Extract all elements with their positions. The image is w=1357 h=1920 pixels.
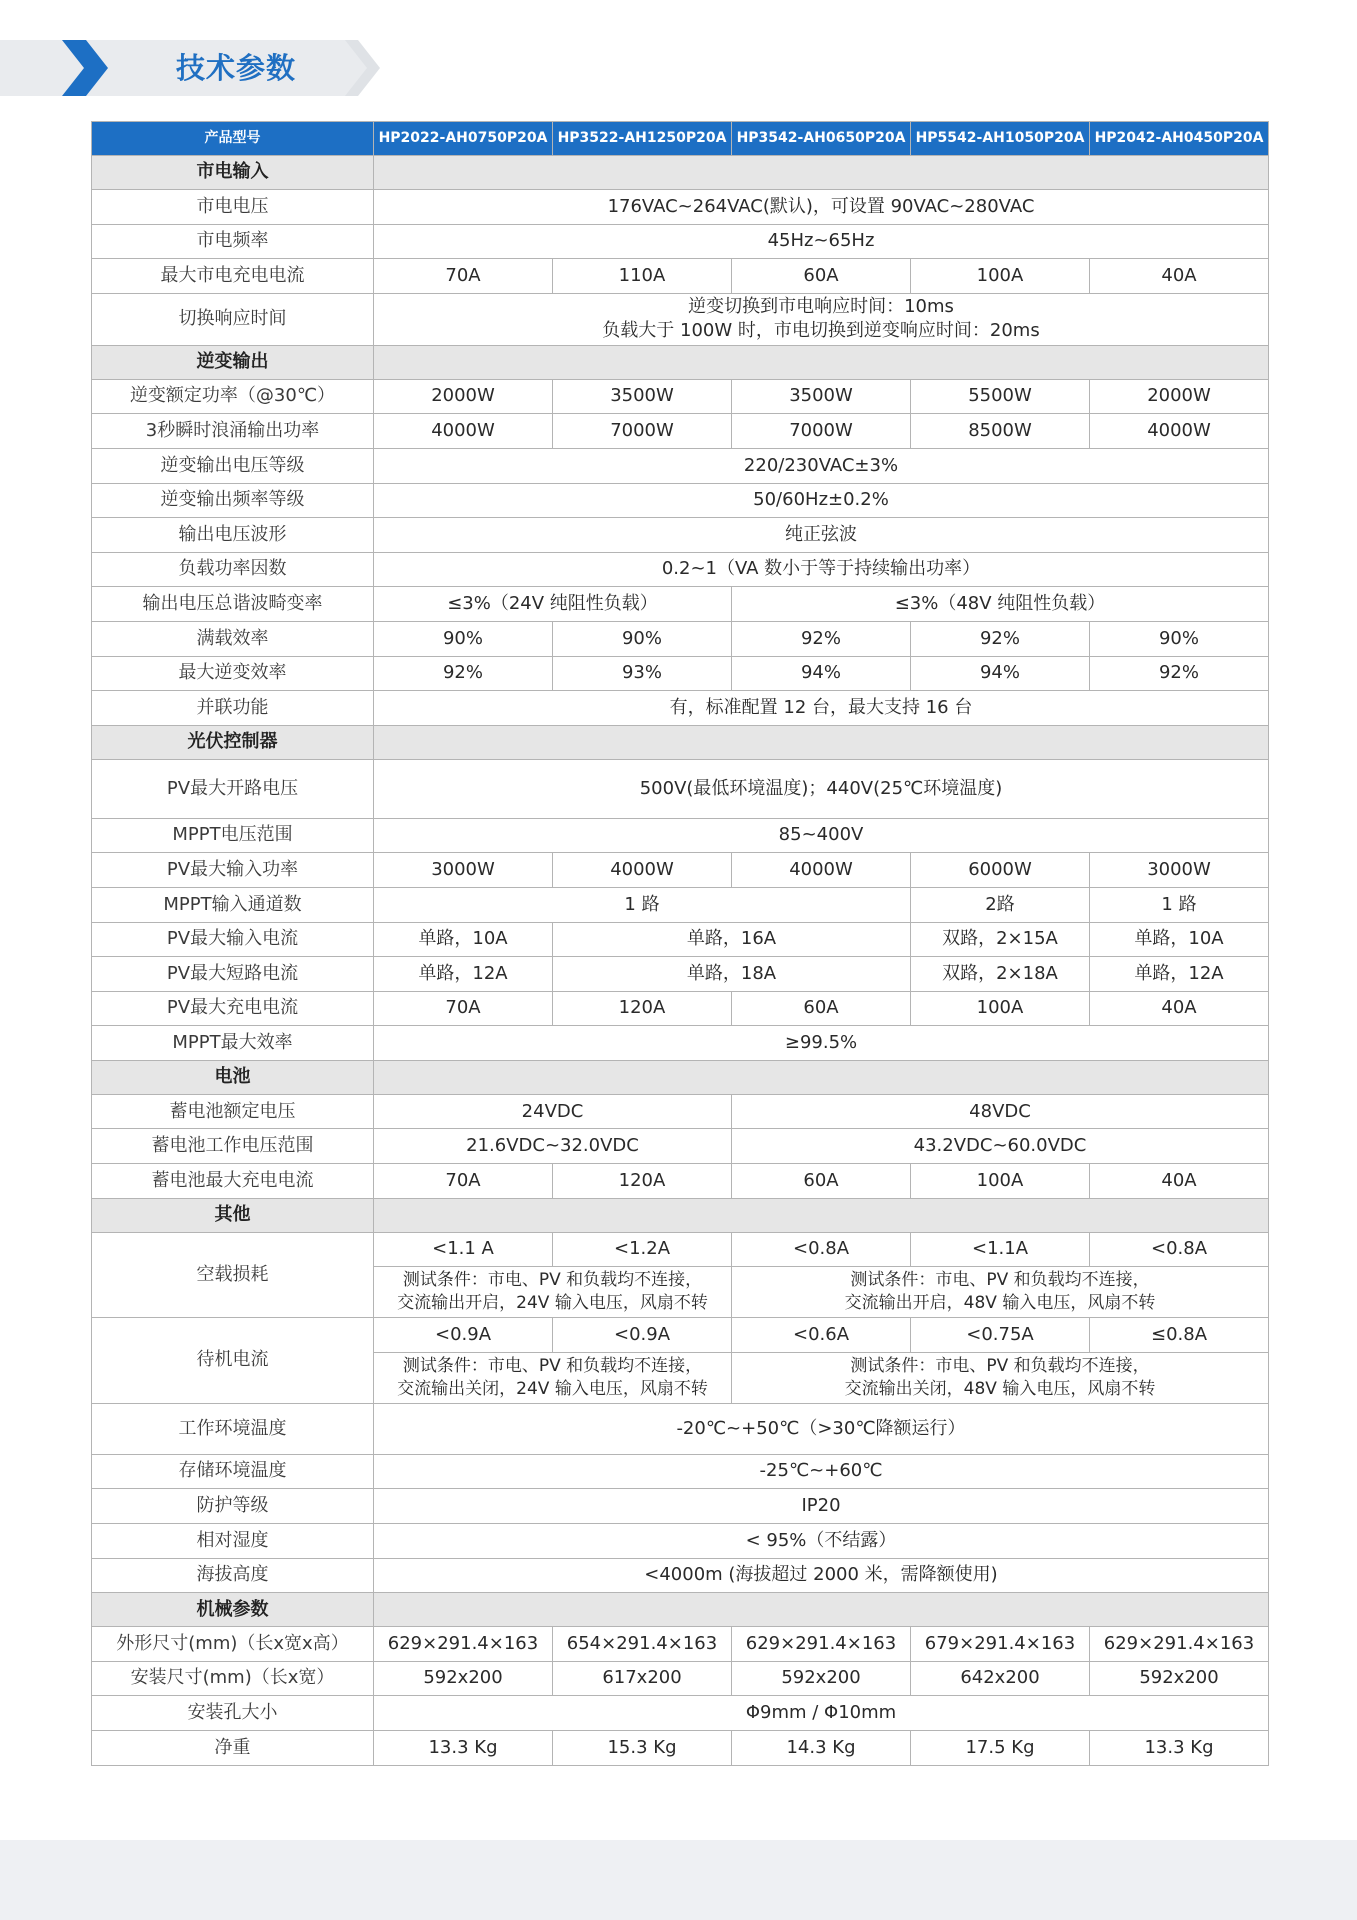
- cell-value: 85~400V: [374, 818, 1269, 853]
- table-row: [92, 1558, 1269, 1593]
- cell-value: 双路，2×18A: [911, 957, 1090, 992]
- table-row: [92, 759, 1269, 818]
- cell-value: 90%: [374, 621, 553, 656]
- cell-value: 94%: [732, 656, 911, 691]
- cell-value: 120A: [553, 991, 732, 1026]
- cell-value: -25℃~+60℃: [374, 1454, 1269, 1489]
- cell-value: 3500W: [553, 379, 732, 414]
- row-label: 并联功能: [92, 691, 374, 726]
- column-header: HP2022-AH0750P20A: [374, 122, 553, 156]
- table-row: [92, 1232, 1269, 1267]
- row-label: 海拔高度: [92, 1558, 374, 1593]
- cell-value: 500V(最低环境温度)；440V(25℃环境温度): [374, 759, 1269, 818]
- row-label: 防护等级: [92, 1489, 374, 1524]
- cell-value: 92%: [1090, 656, 1269, 691]
- column-header: HP3542-AH0650P20A: [732, 122, 911, 156]
- cell-value: 6000W: [911, 853, 1090, 888]
- table-row: [92, 1164, 1269, 1199]
- cell-value: 单路，10A: [374, 922, 553, 957]
- cell-value: 21.6VDC~32.0VDC: [374, 1129, 732, 1164]
- cell-value: 43.2VDC~60.0VDC: [732, 1129, 1269, 1164]
- cell-value: ≤3%（48V 纯阻性负载）: [732, 587, 1269, 622]
- cell-value: 0.2~1（VA 数小于等于持续输出功率）: [374, 552, 1269, 587]
- cell-value: 1 路: [1090, 887, 1269, 922]
- cell-value: <1.2A: [553, 1232, 732, 1267]
- cell-value: Φ9mm / Φ10mm: [374, 1696, 1269, 1731]
- row-label: 净重: [92, 1731, 374, 1766]
- row-label: MPPT最大效率: [92, 1026, 374, 1061]
- row-label: 存储环境温度: [92, 1454, 374, 1489]
- table-row: [92, 1627, 1269, 1662]
- note-line: 测试条件：市电、PV 和负载均不连接，: [402, 1355, 703, 1376]
- table-row: [92, 1489, 1269, 1524]
- cell-value: <0.9A: [553, 1318, 732, 1353]
- cell-value: 单路，12A: [374, 957, 553, 992]
- table-row: [92, 1731, 1269, 1766]
- note-line: 测试条件：市电、PV 和负载均不连接，: [850, 1355, 1150, 1376]
- column-header: HP2042-AH0450P20A: [1090, 122, 1269, 156]
- cell-value: 双路，2×15A: [911, 922, 1090, 957]
- spec-table: [91, 121, 1269, 1766]
- cell-value: 14.3 Kg: [732, 1731, 911, 1766]
- cell-value: 100A: [911, 991, 1090, 1026]
- section-title: 机械参数: [92, 1593, 374, 1627]
- cell-value: <0.6A: [732, 1318, 911, 1353]
- cell-value: 4000W: [732, 853, 911, 888]
- cell-value: 93%: [553, 656, 732, 691]
- cell-value: 110A: [553, 259, 732, 294]
- table-row: [92, 656, 1269, 691]
- row-label: 市电电压: [92, 190, 374, 225]
- row-label: 最大逆变效率: [92, 656, 374, 691]
- cell-line: 逆变切换到市电响应时间：10ms: [688, 295, 954, 317]
- cell-value: 有，标准配置 12 台，最大支持 16 台: [374, 691, 1269, 726]
- row-label: 负载功率因数: [92, 552, 374, 587]
- cell-value: 单路，10A: [1090, 922, 1269, 957]
- table-header-row: [92, 122, 1269, 156]
- table-row: [92, 190, 1269, 225]
- cell-value: ≤3%（24V 纯阻性负载）: [374, 587, 732, 622]
- row-label: 外形尺寸(mm)（长x宽x高）: [92, 1627, 374, 1662]
- cell-value: 3000W: [1090, 853, 1269, 888]
- row-label: 3秒瞬时浪涌输出功率: [92, 414, 374, 449]
- footer-band: [0, 1840, 1357, 1920]
- row-label: 空载损耗: [92, 1232, 374, 1318]
- cell-value: 7000W: [732, 414, 911, 449]
- cell-value: 40A: [1090, 1164, 1269, 1199]
- row-label: 安装孔大小: [92, 1696, 374, 1731]
- cell-value: 纯正弦波: [374, 518, 1269, 553]
- row-label: PV最大短路电流: [92, 957, 374, 992]
- section-title: 逆变输出: [92, 345, 374, 379]
- test-condition-note: [732, 1352, 1269, 1403]
- row-label: 逆变输出电压等级: [92, 448, 374, 483]
- row-label: PV最大充电电流: [92, 991, 374, 1026]
- cell-value: 7000W: [553, 414, 732, 449]
- section-title: 光伏控制器: [92, 725, 374, 759]
- row-label: 蓄电池额定电压: [92, 1094, 374, 1129]
- note-line: 测试条件：市电、PV 和负载均不连接，: [402, 1270, 703, 1291]
- row-label: MPPT电压范围: [92, 818, 374, 853]
- table-row: [92, 259, 1269, 294]
- cell-value: 92%: [911, 621, 1090, 656]
- row-label: 输出电压总谐波畸变率: [92, 587, 374, 622]
- cell-value: 60A: [732, 1164, 911, 1199]
- row-label: 输出电压波形: [92, 518, 374, 553]
- test-condition-note: [374, 1352, 732, 1403]
- cell-value: 592x200: [1090, 1661, 1269, 1696]
- table-row: [92, 1094, 1269, 1129]
- cell-value: 92%: [374, 656, 553, 691]
- cell-value: 40A: [1090, 991, 1269, 1026]
- table-row: [92, 1318, 1269, 1353]
- cell-value: 24VDC: [374, 1094, 732, 1129]
- test-condition-note: [732, 1267, 1269, 1318]
- row-label: MPPT输入通道数: [92, 887, 374, 922]
- row-label: PV最大输入电流: [92, 922, 374, 957]
- cell-value: 90%: [1090, 621, 1269, 656]
- table-row: [92, 293, 1269, 345]
- cell-value: 1 路: [374, 887, 911, 922]
- column-header: HP5542-AH1050P20A: [911, 122, 1090, 156]
- note-line: 交流输出开启，24V 输入电压，风扇不转: [397, 1293, 708, 1314]
- cell-value: 70A: [374, 991, 553, 1026]
- table-row: [92, 448, 1269, 483]
- row-label: PV最大开路电压: [92, 759, 374, 818]
- cell-value: 90%: [553, 621, 732, 656]
- cell-value: 8500W: [911, 414, 1090, 449]
- cell-value: 70A: [374, 1164, 553, 1199]
- cell-value: 100A: [911, 259, 1090, 294]
- row-label: 满载效率: [92, 621, 374, 656]
- cell-value: <4000m (海拔超过 2000 米，需降额使用): [374, 1558, 1269, 1593]
- section-title: 其他: [92, 1198, 374, 1232]
- table-row: [92, 957, 1269, 992]
- table-row: [92, 1524, 1269, 1559]
- cell-value: <0.75A: [911, 1318, 1090, 1353]
- row-label: 最大市电充电电流: [92, 259, 374, 294]
- table-row: [92, 587, 1269, 622]
- row-label: 蓄电池最大充电电流: [92, 1164, 374, 1199]
- section-title: 市电输入: [92, 156, 374, 190]
- cell-value: 94%: [911, 656, 1090, 691]
- section-title: 电池: [92, 1060, 374, 1094]
- cell-value: 60A: [732, 259, 911, 294]
- cell-value: 13.3 Kg: [1090, 1731, 1269, 1766]
- cell-value: <1.1A: [911, 1232, 1090, 1267]
- cell-value: 60A: [732, 991, 911, 1026]
- row-label: PV最大输入功率: [92, 853, 374, 888]
- row-label: 工作环境温度: [92, 1403, 374, 1454]
- table-row: [92, 552, 1269, 587]
- table-row: [92, 518, 1269, 553]
- row-label: 待机电流: [92, 1318, 374, 1404]
- table-row: [92, 483, 1269, 518]
- table-row: [92, 853, 1269, 888]
- note-line: 交流输出关闭，48V 输入电压，风扇不转: [844, 1378, 1156, 1399]
- cell-value: 2000W: [1090, 379, 1269, 414]
- cell-value: 176VAC~264VAC(默认)，可设置 90VAC~280VAC: [374, 190, 1269, 225]
- cell-value: 4000W: [1090, 414, 1269, 449]
- cell-value: <0.8A: [1090, 1232, 1269, 1267]
- cell-value: 40A: [1090, 259, 1269, 294]
- row-label: 市电频率: [92, 224, 374, 259]
- cell-value: ≥99.5%: [374, 1026, 1269, 1061]
- cell-value: 5500W: [911, 379, 1090, 414]
- cell-value: 617x200: [553, 1661, 732, 1696]
- cell-value: 92%: [732, 621, 911, 656]
- table-row: [92, 1661, 1269, 1696]
- cell-line: 负载大于 100W 时，市电切换到逆变响应时间：20ms: [602, 320, 1040, 342]
- table-row: [92, 224, 1269, 259]
- row-label: 逆变输出频率等级: [92, 483, 374, 518]
- test-condition-note: [374, 1267, 732, 1318]
- table-row: [92, 1454, 1269, 1489]
- table-row: [92, 1129, 1269, 1164]
- note-line: 交流输出开启，48V 输入电压，风扇不转: [844, 1293, 1156, 1314]
- cell-value: 单路，16A: [553, 922, 911, 957]
- table-row: [92, 818, 1269, 853]
- cell-value: 592x200: [732, 1661, 911, 1696]
- cell-value: 48VDC: [732, 1094, 1269, 1129]
- table-row: [92, 379, 1269, 414]
- cell-value: 629×291.4×163: [1090, 1627, 1269, 1662]
- cell-value: 2000W: [374, 379, 553, 414]
- table-row: [92, 621, 1269, 656]
- cell-value: 15.3 Kg: [553, 1731, 732, 1766]
- page-title: 技术参数: [176, 51, 297, 85]
- column-header: 产品型号: [92, 122, 374, 156]
- cell-value: 45Hz~65Hz: [374, 224, 1269, 259]
- cell-value: <1.1 A: [374, 1232, 553, 1267]
- table-row: [92, 1026, 1269, 1061]
- cell-value: <0.9A: [374, 1318, 553, 1353]
- cell-value: 642x200: [911, 1661, 1090, 1696]
- table-row: [92, 991, 1269, 1026]
- cell-value: 单路，12A: [1090, 957, 1269, 992]
- row-label: 安装尺寸(mm)（长x宽）: [92, 1661, 374, 1696]
- table-row: [92, 922, 1269, 957]
- cell-value: 592x200: [374, 1661, 553, 1696]
- cell-value: 50/60Hz±0.2%: [374, 483, 1269, 518]
- column-header: HP3522-AH1250P20A: [553, 122, 732, 156]
- cell-value: -20℃~+50℃（>30℃降额运行）: [374, 1403, 1269, 1454]
- cell-value: 3000W: [374, 853, 553, 888]
- table-row: [92, 1696, 1269, 1731]
- cell-value: 679×291.4×163: [911, 1627, 1090, 1662]
- cell-value: 13.3 Kg: [374, 1731, 553, 1766]
- cell-value: 120A: [553, 1164, 732, 1199]
- cell-value: 629×291.4×163: [732, 1627, 911, 1662]
- table-row: [92, 1403, 1269, 1454]
- cell-value: IP20: [374, 1489, 1269, 1524]
- note-line: 测试条件：市电、PV 和负载均不连接，: [850, 1270, 1150, 1291]
- cell-value: 单路，18A: [553, 957, 911, 992]
- cell-value: 4000W: [553, 853, 732, 888]
- cell-value: 70A: [374, 259, 553, 294]
- cell-value: 629×291.4×163: [374, 1627, 553, 1662]
- table-row: [92, 414, 1269, 449]
- cell-value: <0.8A: [732, 1232, 911, 1267]
- row-label: 逆变额定功率（@30℃）: [92, 379, 374, 414]
- cell-value: < 95%（不结露）: [374, 1524, 1269, 1559]
- cell-value: [374, 293, 1269, 345]
- table-row: [92, 691, 1269, 726]
- cell-value: ≤0.8A: [1090, 1318, 1269, 1353]
- cell-value: 17.5 Kg: [911, 1731, 1090, 1766]
- note-line: 交流输出关闭，24V 输入电压，风扇不转: [397, 1378, 708, 1399]
- row-label: 切换响应时间: [92, 293, 374, 345]
- cell-value: 654×291.4×163: [553, 1627, 732, 1662]
- row-label: 蓄电池工作电压范围: [92, 1129, 374, 1164]
- table-row: [92, 887, 1269, 922]
- cell-value: 3500W: [732, 379, 911, 414]
- row-label: 相对湿度: [92, 1524, 374, 1559]
- cell-value: 2路: [911, 887, 1090, 922]
- cell-value: 4000W: [374, 414, 553, 449]
- cell-value: 220/230VAC±3%: [374, 448, 1269, 483]
- cell-value: 100A: [911, 1164, 1090, 1199]
